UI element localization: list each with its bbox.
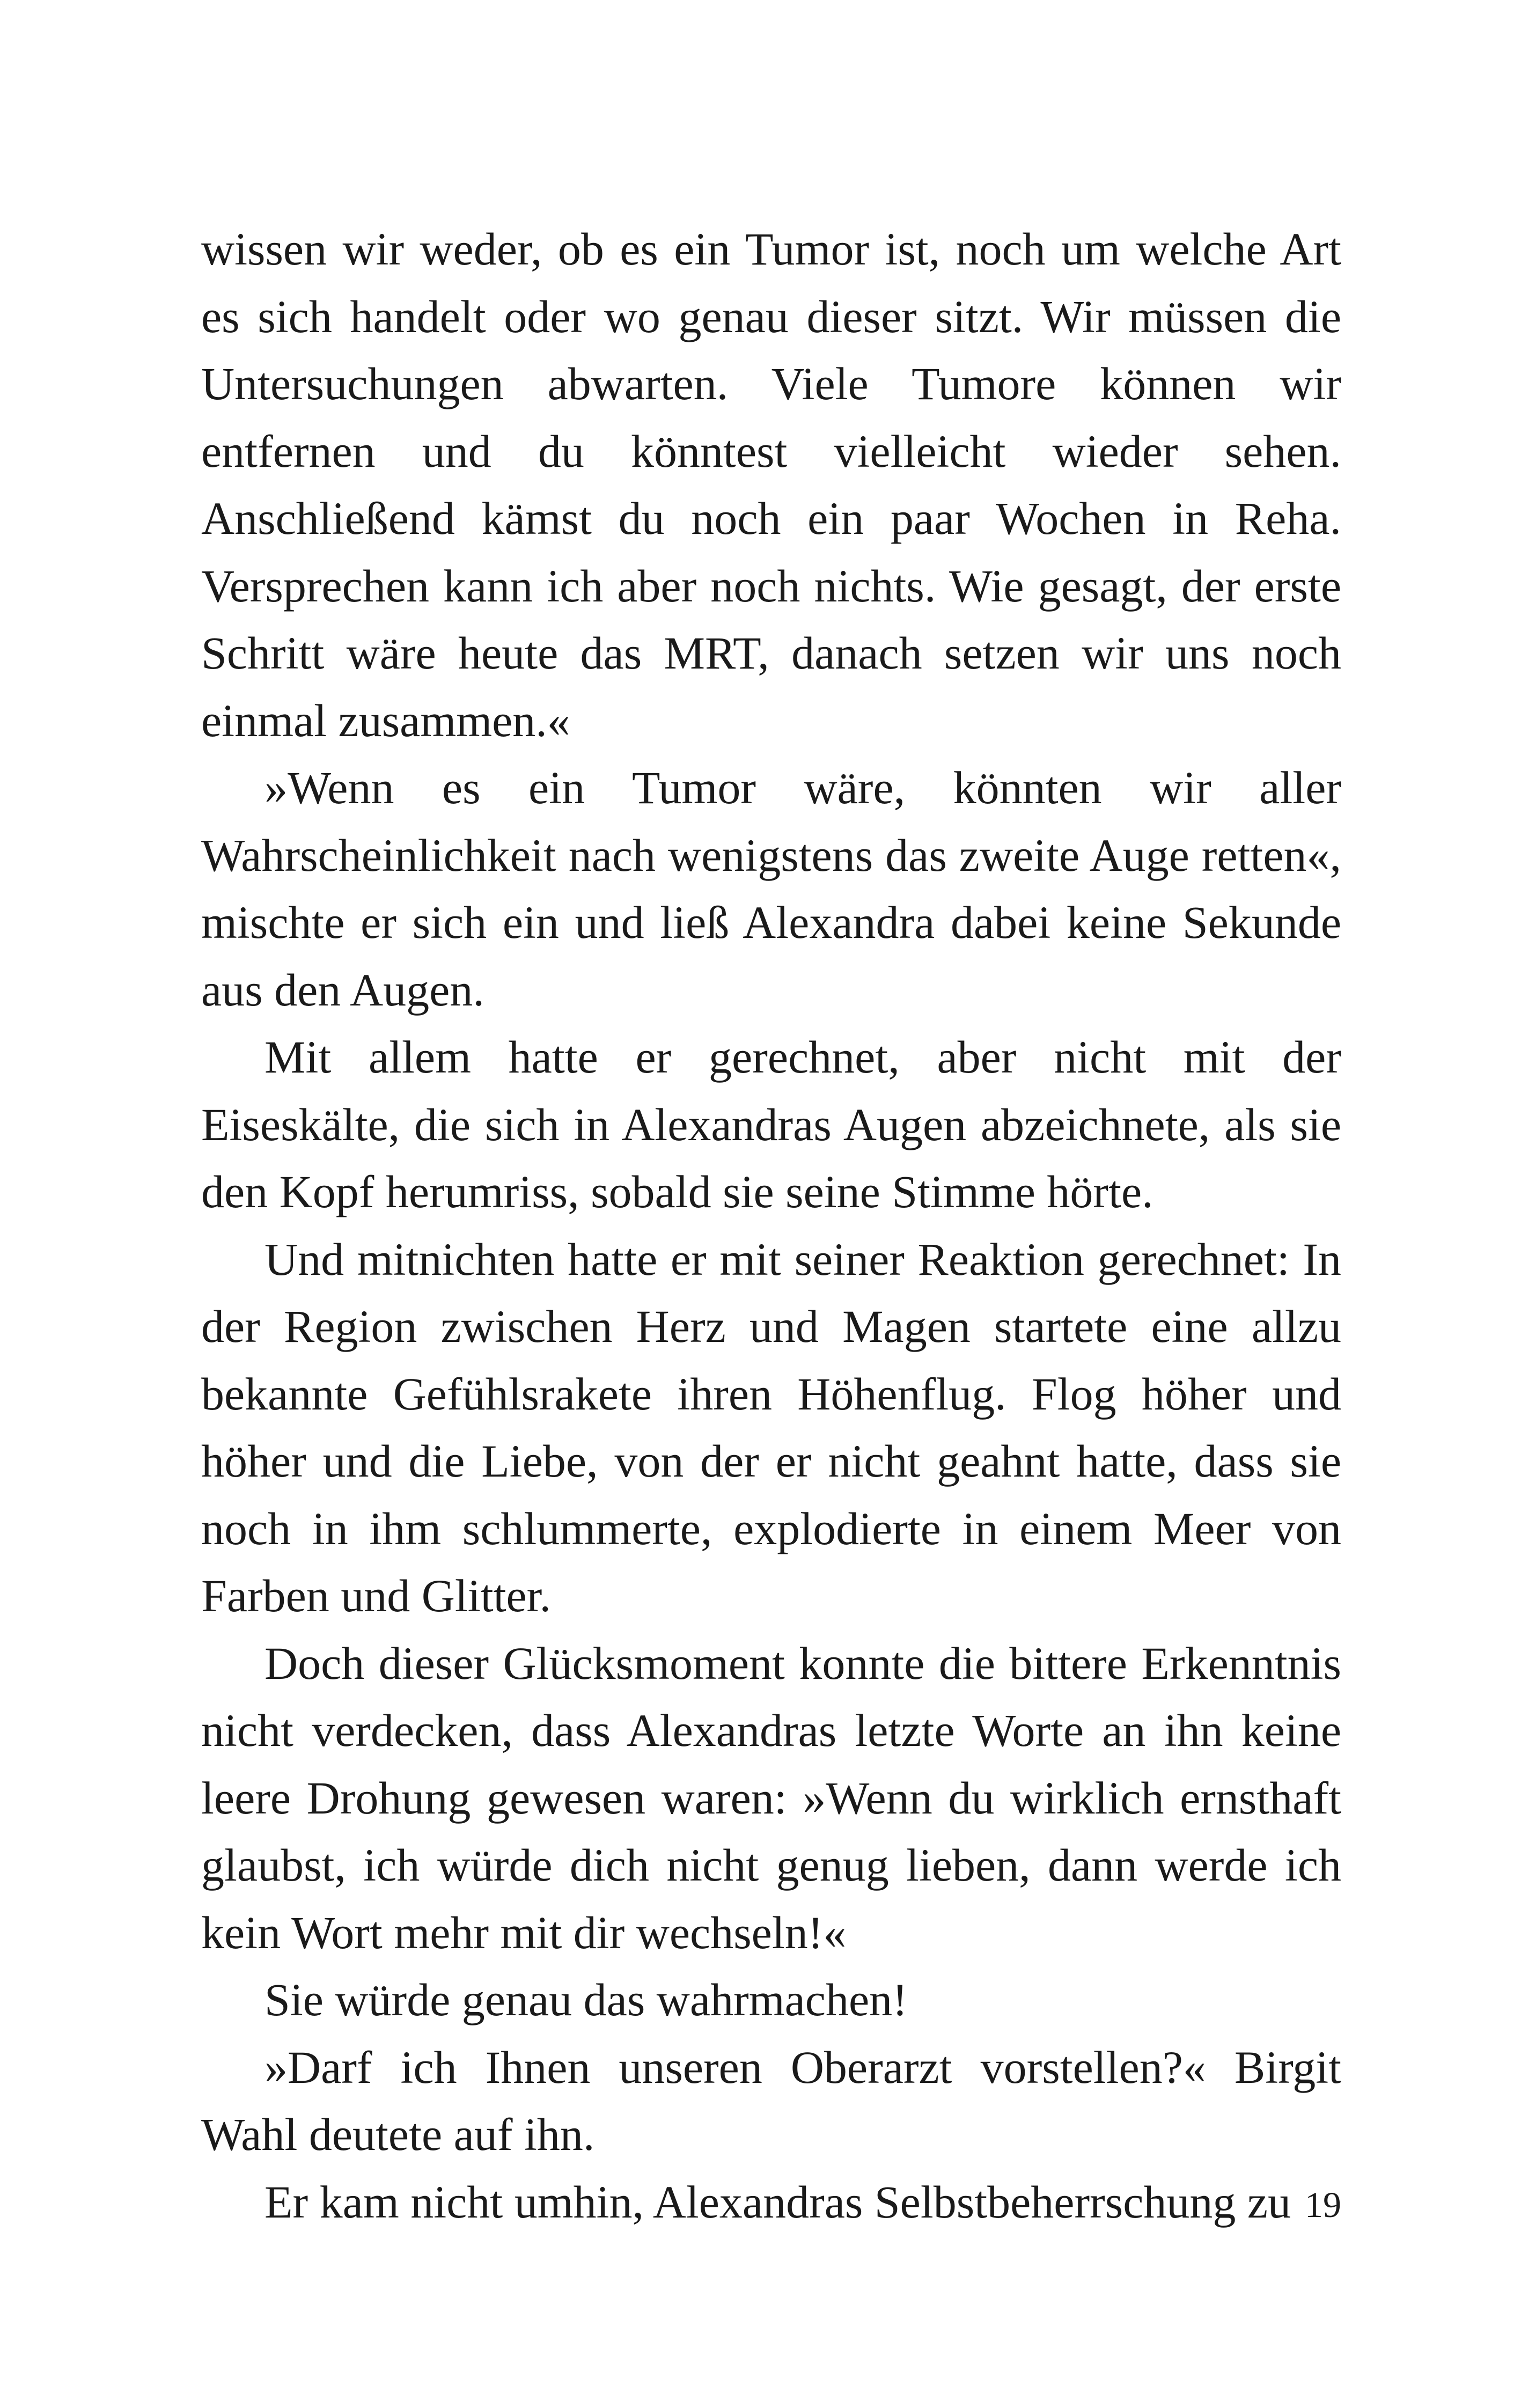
- paragraph: »Darf ich Ihnen unseren Oberarzt vorstellen?« Birgit Wahl deutete auf ihn.: [201, 2041, 1341, 2160]
- paragraph: Mit allem hatte er gerechnet, aber nicht mit der Eiseskälte, die sich in Alexandras Augen abzeichnete, als sie den Kopf herumriss, sobald sie seine Stimme hörte.: [201, 1031, 1341, 1217]
- paragraph: Sie würde genau das wahrmachen!: [264, 1974, 908, 2025]
- page-number: 19: [1305, 2184, 1341, 2225]
- paragraph: »Wenn es ein Tumor wäre, könnten wir aller Wahrscheinlichkeit nach wenigstens das zweite Auge retten«, mischte er sich ein und ließ Alexandra dabei keine Sekunde aus den Augen.: [201, 762, 1341, 1016]
- body-text: [201, 216, 1341, 2236]
- paragraph-continuation: wissen wir weder, ob es ein Tumor ist, noch um welche Art es sich handelt oder wo genau dieser sitzt. Wir müssen die Untersuchungen abwarten. Viele Tumore können wir entfernen und du könntest vielleicht wieder sehen. Anschließend kämst du noch ein paar Wochen in Reha. Versprechen kann ich aber noch nichts. Wie gesagt, der erste Schritt wäre heute das MRT, danach setzen wir uns noch einmal zusammen.«: [201, 223, 1341, 746]
- paragraph-continued: Er kam nicht umhin, Alexandras Selbstbeherrschung zu: [264, 2176, 1291, 2228]
- paragraph: Doch dieser Glücksmoment konnte die bittere Erkenntnis nicht verdecken, dass Alexandras letzte Worte an ihn keine leere Drohung gewesen waren: »Wenn du wirklich ernsthaft glaubst, ich würde dich nicht genug lieben, dann werde ich kein Wort mehr mit dir wechseln!«: [201, 1637, 1341, 1958]
- paragraph: Und mitnichten hatte er mit seiner Reaktion gerechnet: In der Region zwischen Herz und Magen startete eine allzu bekannte Gefühlsrakete ihren Höhenflug. Flog höher und höher und die Liebe, von der er nicht geahnt hatte, dass sie noch in ihm schlummerte, explodierte in einem Meer von Farben und Glitter.: [201, 1233, 1341, 1621]
